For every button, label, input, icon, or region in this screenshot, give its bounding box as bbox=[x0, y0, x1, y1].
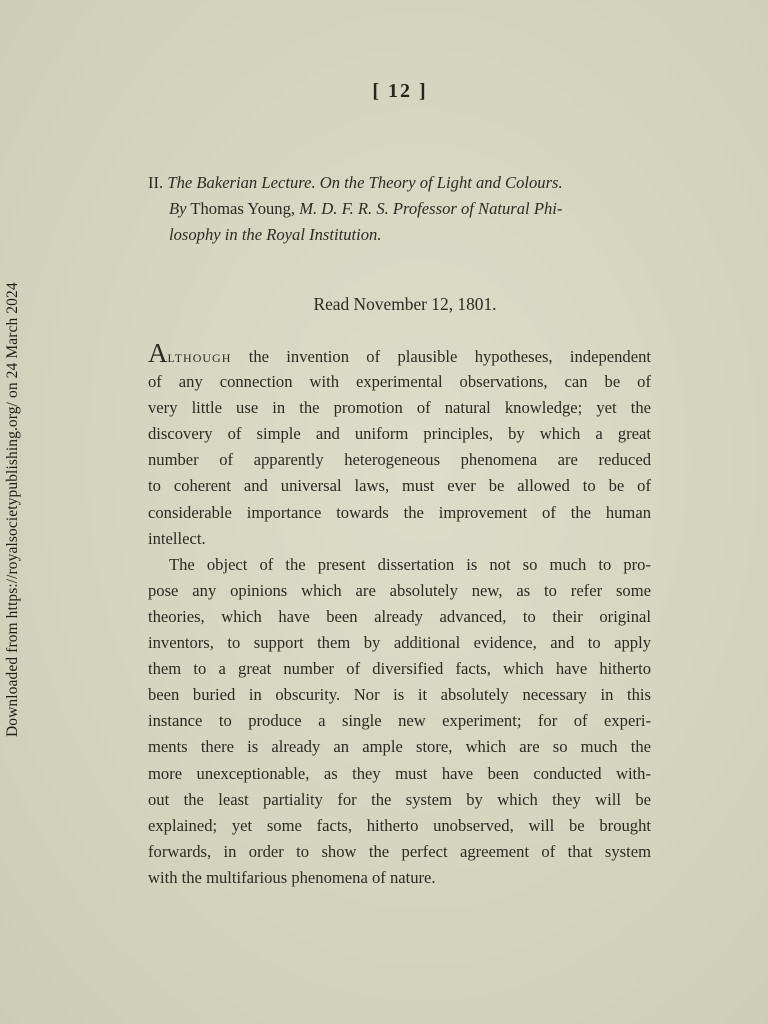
author-credentials: M. D. F. R. S. Professor of Natural Phi- bbox=[299, 199, 563, 218]
paragraph-2-line: ments there is already an ample store, which are so much the bbox=[148, 737, 651, 757]
paragraph-2-line: theories, which have been already advanced, to their original bbox=[148, 606, 651, 626]
paragraph-1-line: intellect. bbox=[148, 528, 206, 548]
paragraph-1-line: considerable importance towards the improvement of the human bbox=[148, 502, 651, 522]
author-institution: losophy in the Royal Institution. bbox=[169, 225, 382, 244]
paragraph-1-line-text: the invention of plausible hypotheses, independent bbox=[231, 347, 651, 366]
paragraph-2-line: more unexceptionable, as they must have been conducted with- bbox=[148, 763, 651, 783]
paragraph-1-line: of any connection with experimental observations, can be of bbox=[148, 372, 651, 392]
paragraph-1-line: to coherent and universal laws, must ever be allowed to be of bbox=[148, 476, 651, 496]
paragraph-2-line: forwards, in order to show the perfect agreement of that system bbox=[148, 841, 651, 861]
paragraph-2-line: The object of the present dissertation is not so much to pro- bbox=[169, 554, 651, 574]
paragraph-1-line: number of apparently heterogeneous phenomena are reduced bbox=[148, 450, 651, 470]
read-date: Read November 12, 1801. bbox=[313, 294, 497, 314]
title-line-2 bbox=[148, 196, 668, 222]
title-line-1 bbox=[148, 170, 668, 196]
paragraph-2-line: out the least partiality for the system by which they will be bbox=[148, 789, 651, 809]
download-watermark: Downloaded from https://royalsocietypublishing.org/ on 24 March 2024 bbox=[4, 282, 21, 738]
article-title bbox=[148, 170, 668, 248]
paragraph-1 bbox=[148, 338, 651, 552]
paragraph-1-line: discovery of simple and uniform principles, by which a great bbox=[148, 424, 651, 444]
by-word: By bbox=[169, 199, 187, 218]
paragraph-2-line: been buried in obscurity. Nor is it absolutely necessary in this bbox=[148, 685, 651, 705]
lecture-title: The Bakerian Lecture. On the Theory of Light and Colours. bbox=[167, 173, 563, 192]
section-numeral: II. bbox=[148, 173, 164, 192]
paragraph-1-line: very little use in the promotion of natural knowledge; yet the bbox=[148, 398, 651, 418]
paragraph-2-line: pose any opinions which are absolutely new, as to refer some bbox=[148, 580, 651, 600]
page-number: [ 12 ] bbox=[372, 80, 428, 102]
paragraph-2-line: with the multifarious phenomena of nature. bbox=[148, 867, 436, 887]
paragraph-2-line: them to a great number of diversified facts, which have hitherto bbox=[148, 659, 651, 679]
author-name: Thomas Young, bbox=[190, 199, 296, 218]
small-caps-word: lthough bbox=[167, 347, 232, 366]
paragraph-2-line: inventors, to support them by additional evidence, and to apply bbox=[148, 633, 651, 653]
paragraph-1-line bbox=[148, 338, 651, 369]
body-text bbox=[148, 338, 651, 891]
paragraph-2-line: instance to produce a single new experiment; for of experi- bbox=[148, 711, 651, 731]
paragraph-2 bbox=[148, 552, 651, 891]
title-line-3 bbox=[148, 222, 668, 248]
drop-initial: A bbox=[148, 338, 168, 368]
paragraph-2-line: explained; yet some facts, hitherto unobserved, will be brought bbox=[148, 815, 651, 835]
